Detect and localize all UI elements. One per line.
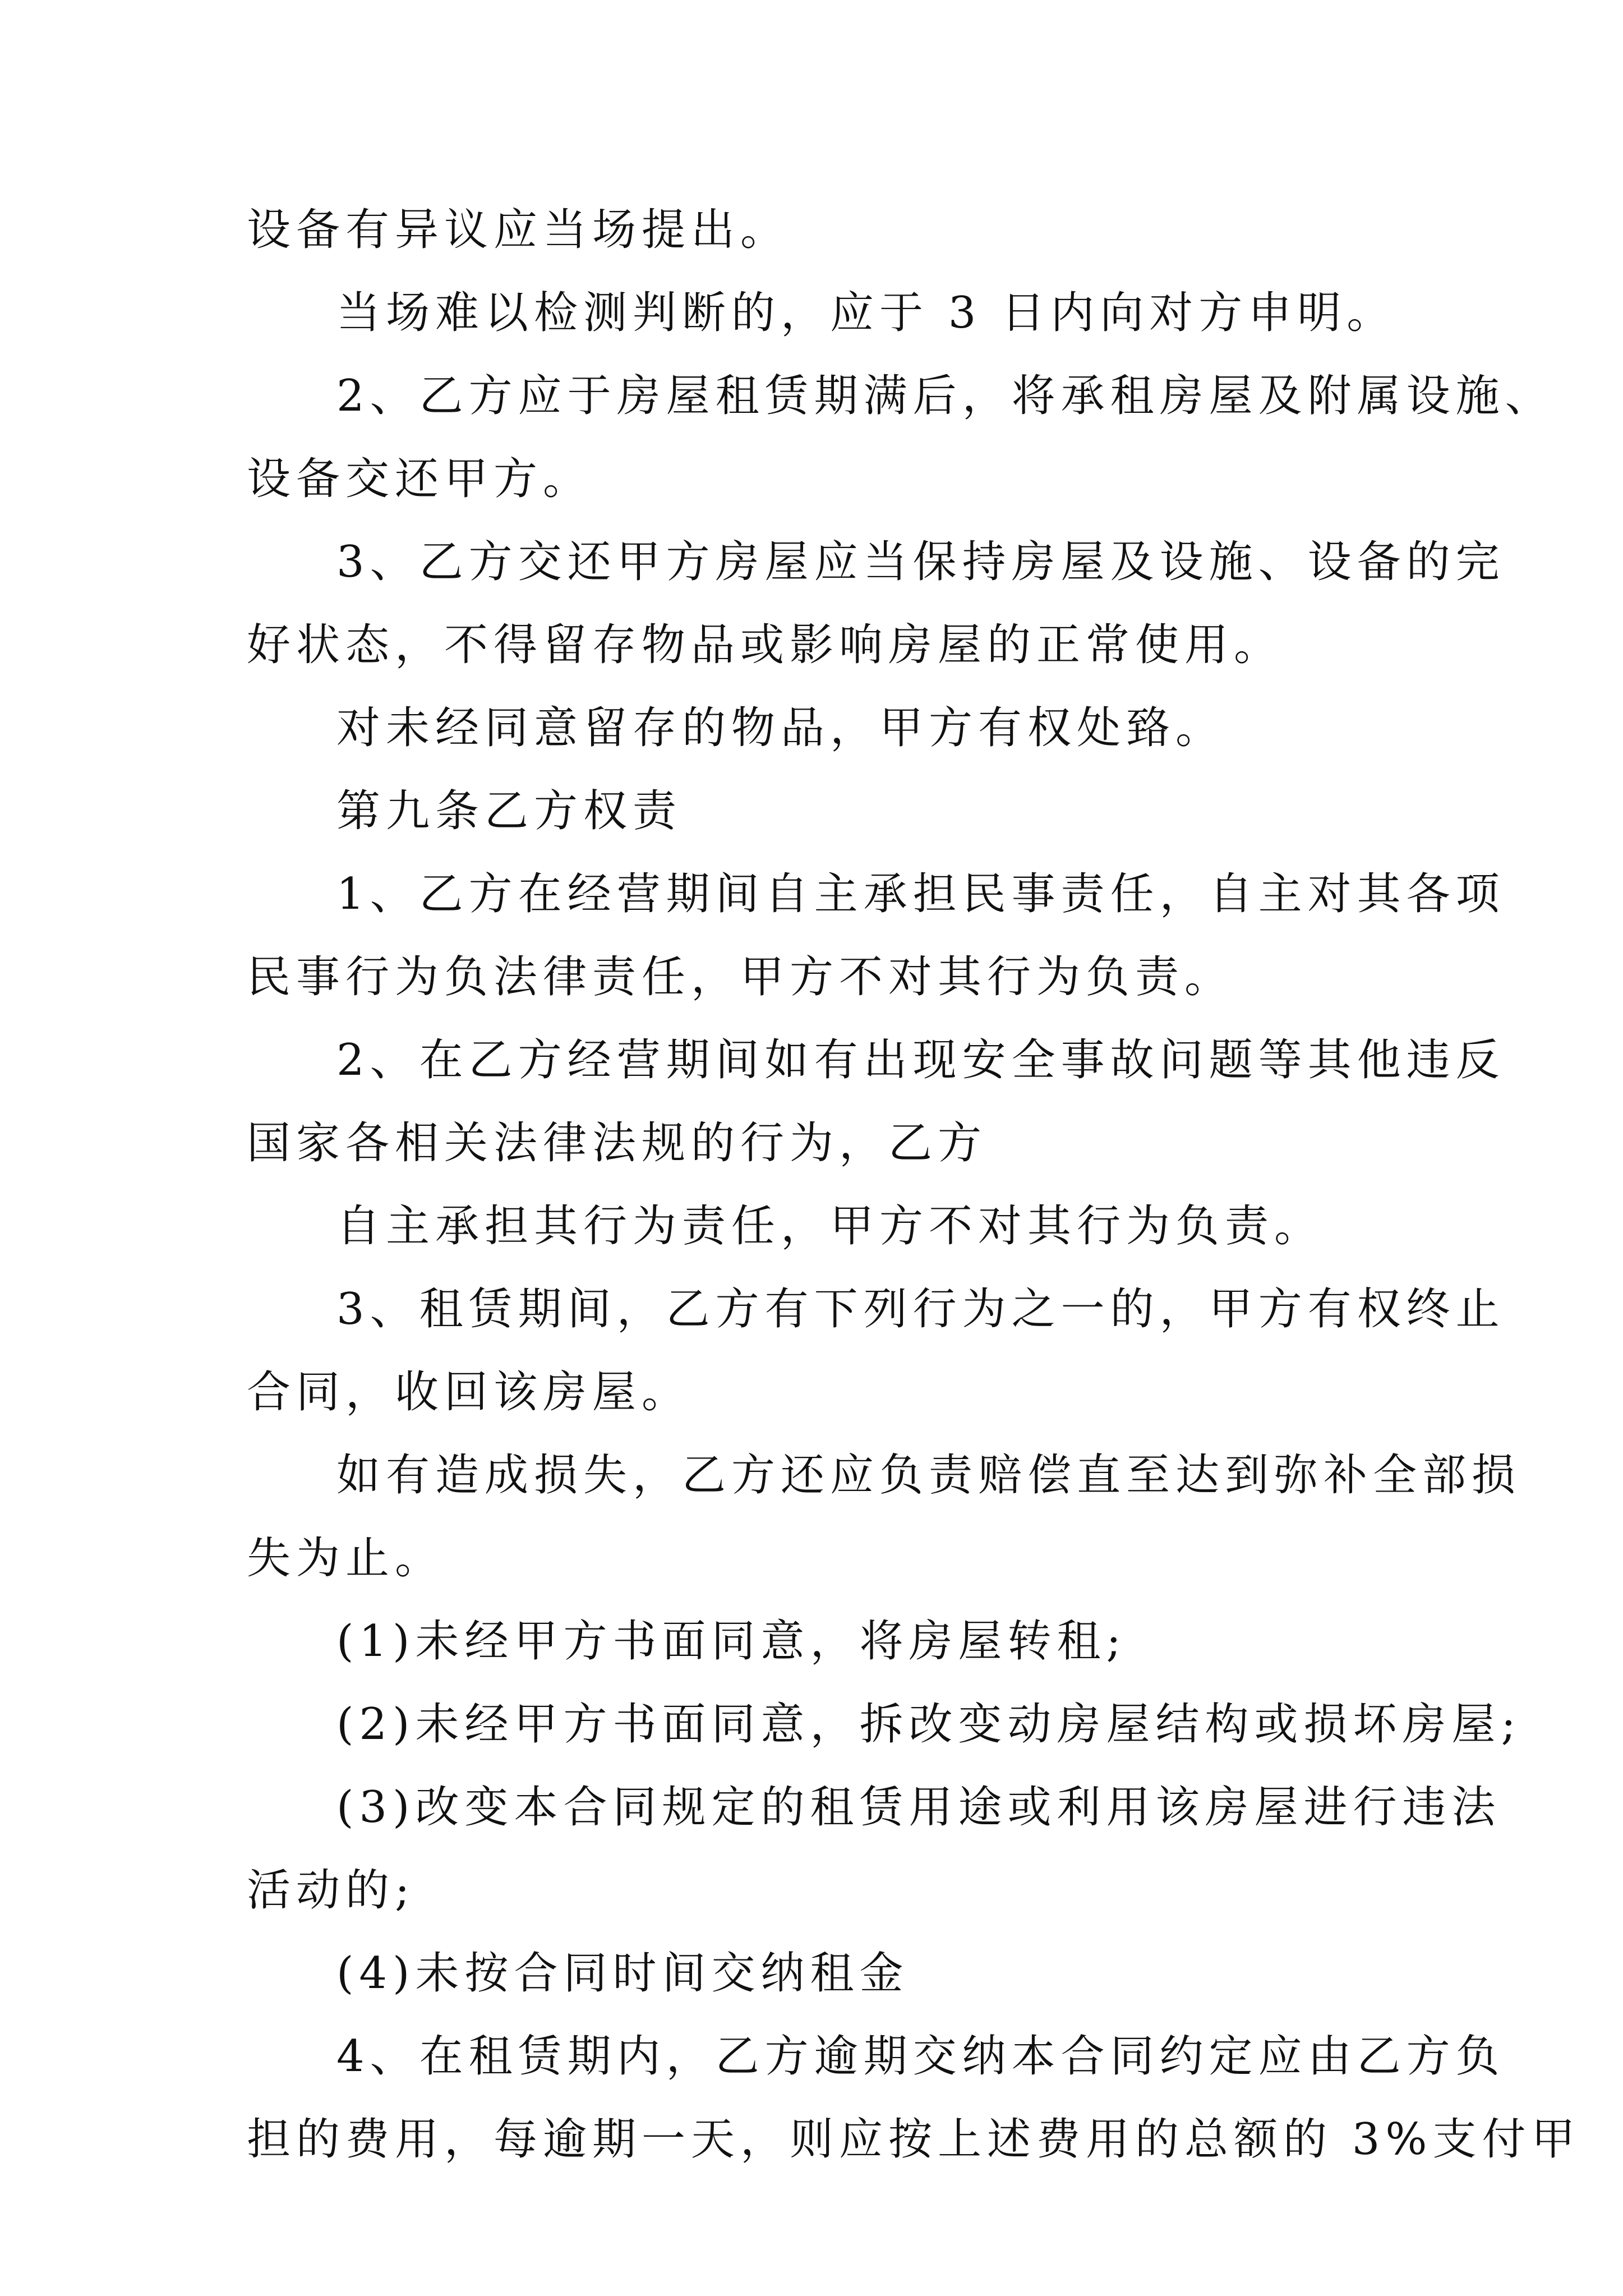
text-line: 设备交还甲方。 <box>247 454 593 504</box>
text-line: 如有造成损失，乙方还应负责赔偿直至达到弥补全部损 <box>336 1450 1521 1501</box>
list-item: (4)未按合同时间交纳租金 <box>336 1948 909 1999</box>
text-line: 1、乙方在经营期间自主承担民事责任，自主对其各项 <box>336 869 1505 919</box>
list-item: (2)未经甲方书面同意，拆改变动房屋结构或损坏房屋; <box>336 1699 1521 1750</box>
text-line: 对未经同意留存的物品，甲方有权处臵。 <box>336 703 1225 753</box>
text-line: 3、乙方交还甲方房屋应当保持房屋及设施、设备的完 <box>336 537 1505 587</box>
text-line: 活动的; <box>247 1865 416 1916</box>
text-line: 4、在租赁期内，乙方逾期交纳本合同约定应由乙方负 <box>336 2031 1505 2082</box>
text-line: 2、乙方应于房屋租赁期满后，将承租房屋及附属设施、 <box>336 371 1555 421</box>
text-line: 合同，收回该房屋。 <box>247 1367 691 1418</box>
text-line: 国家各相关法律法规的行为，乙方 <box>247 1118 988 1168</box>
text-line: 好状态，不得留存物品或影响房屋的正常使用。 <box>247 620 1284 670</box>
text-line: 设备有异议应当场提出。 <box>247 205 790 255</box>
text-line: 民事行为负法律责任，甲方不对其行为负责。 <box>247 952 1234 1002</box>
list-item: (1)未经甲方书面同意，将房屋转租; <box>336 1616 1127 1667</box>
text-line: 3、租赁期间，乙方有下列行为之一的，甲方有权终止 <box>336 1284 1505 1335</box>
text-line: 担的费用，每逾期一天，则应按上述费用的总额的 3%支付甲 <box>247 2114 1581 2165</box>
text-line: 自主承担其行为责任，甲方不对其行为负责。 <box>336 1201 1324 1251</box>
text-line: 当场难以检测判断的，应于 3 日内向对方申明。 <box>336 288 1396 338</box>
list-item: (3)改变本合同规定的租赁用途或利用该房屋进行违法 <box>336 1782 1501 1833</box>
text-line: 2、在乙方经营期间如有出现安全事故问题等其他违反 <box>336 1035 1505 1085</box>
section-heading: 第九条乙方权责 <box>336 786 683 836</box>
text-line: 失为止。 <box>247 1533 445 1584</box>
